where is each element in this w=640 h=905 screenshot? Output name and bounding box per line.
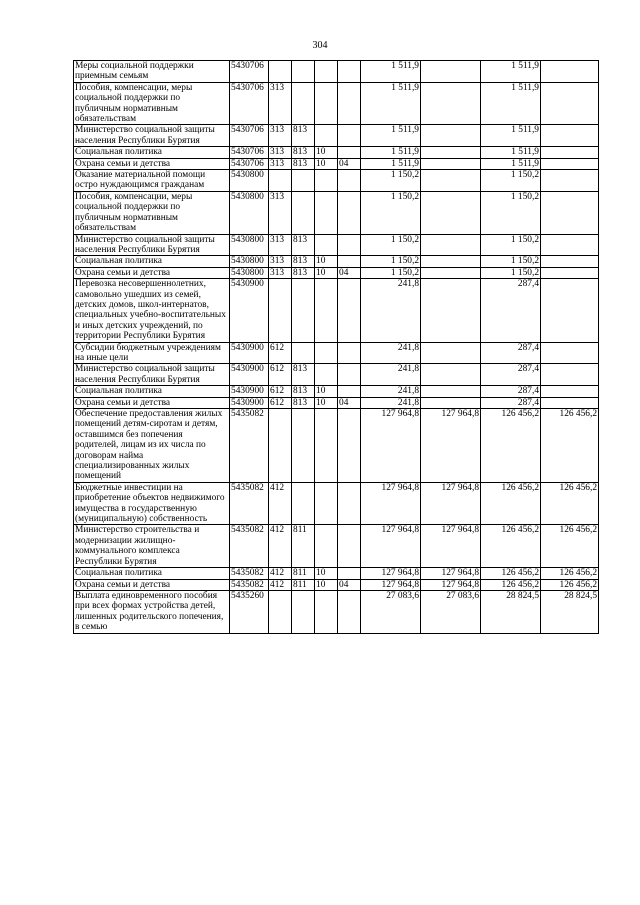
table-row [74,234,599,256]
row-section [315,364,338,386]
row-name: Пособия, компенсации, меры социальной поддержки по публичным нормативным обязательствам [74,191,230,234]
row-amount-2 [421,61,481,83]
budget-table [73,60,599,634]
row-amount-1: 127 964,8 [361,409,421,483]
row-target-code: 5435082 [230,525,269,568]
table-row [74,158,599,169]
row-amount-4 [541,397,599,408]
row-target-code: 5430900 [230,364,269,386]
row-name: Пособия, компенсации, меры социальной поддержки по публичным нормативным обязательствам [74,82,230,125]
row-subsection [338,568,361,579]
row-expense-type: 313 [269,234,292,256]
row-amount-3: 1 511,9 [481,147,541,158]
row-expense-type: 313 [269,125,292,147]
row-amount-2 [421,158,481,169]
row-amount-3: 28 824,5 [481,590,541,633]
row-amount-1: 1 150,2 [361,256,421,267]
row-target-code: 5430900 [230,342,269,364]
row-target-code: 5430800 [230,234,269,256]
row-amount-1: 241,8 [361,386,421,397]
row-ministry-code: 813 [292,158,315,169]
row-expense-type [269,279,292,342]
row-target-code: 5430900 [230,397,269,408]
table-row [74,364,599,386]
row-subsection [338,191,361,234]
row-expense-type [269,409,292,483]
row-amount-4 [541,364,599,386]
row-amount-3: 126 456,2 [481,482,541,525]
row-subsection [338,234,361,256]
table-row [74,170,599,192]
row-ministry-code [292,342,315,364]
row-name: Министерство социальной защиты населения Республики Бурятия [74,125,230,147]
row-amount-4 [541,267,599,278]
row-amount-3: 287,4 [481,397,541,408]
row-ministry-code: 813 [292,125,315,147]
row-amount-3: 1 511,9 [481,82,541,125]
row-amount-1: 241,8 [361,279,421,342]
row-subsection [338,279,361,342]
row-amount-4: 126 456,2 [541,525,599,568]
row-subsection [338,147,361,158]
row-section [315,82,338,125]
row-amount-4 [541,279,599,342]
table-row [74,590,599,633]
row-amount-2 [421,397,481,408]
row-amount-3: 287,4 [481,279,541,342]
row-expense-type: 612 [269,342,292,364]
row-amount-3: 126 456,2 [481,525,541,568]
row-amount-1: 1 150,2 [361,267,421,278]
row-amount-1: 241,8 [361,364,421,386]
row-amount-2: 27 083,6 [421,590,481,633]
row-amount-1: 1 511,9 [361,61,421,83]
row-subsection [338,82,361,125]
table-row [74,525,599,568]
row-ministry-code: 813 [292,386,315,397]
row-amount-4 [541,170,599,192]
row-name: Охрана семьи и детства [74,579,230,590]
row-amount-3: 1 150,2 [481,267,541,278]
table-row [74,409,599,483]
row-amount-2 [421,279,481,342]
row-amount-1: 1 150,2 [361,234,421,256]
row-expense-type: 412 [269,482,292,525]
row-target-code: 5435082 [230,568,269,579]
row-amount-4 [541,147,599,158]
row-subsection [338,256,361,267]
row-name: Министерство социальной защиты населения Республики Бурятия [74,364,230,386]
row-amount-3: 126 456,2 [481,568,541,579]
row-target-code: 5430800 [230,191,269,234]
row-section [315,234,338,256]
row-name: Социальная политика [74,568,230,579]
row-ministry-code: 811 [292,525,315,568]
row-target-code: 5430706 [230,82,269,125]
table-row [74,125,599,147]
row-amount-2 [421,364,481,386]
table-row [74,397,599,408]
row-amount-1: 127 964,8 [361,482,421,525]
row-ministry-code: 813 [292,267,315,278]
row-target-code: 5435260 [230,590,269,633]
row-section: 10 [315,267,338,278]
row-name: Обеспечение предоставления жилых помещений детям-сиротам и детям, оставшимся без попечения родителей, лицам из их числа по договорам найма специализированных жилых помещений [74,409,230,483]
row-target-code: 5430706 [230,147,269,158]
row-ministry-code [292,279,315,342]
row-amount-1: 1 150,2 [361,170,421,192]
row-amount-3: 126 456,2 [481,579,541,590]
row-amount-1: 127 964,8 [361,579,421,590]
row-subsection [338,364,361,386]
row-expense-type [269,170,292,192]
row-amount-4 [541,342,599,364]
row-expense-type: 612 [269,386,292,397]
row-expense-type: 612 [269,397,292,408]
row-expense-type: 313 [269,191,292,234]
row-amount-3: 1 150,2 [481,256,541,267]
row-amount-4 [541,82,599,125]
row-ministry-code [292,82,315,125]
row-expense-type: 313 [269,267,292,278]
row-amount-4: 126 456,2 [541,482,599,525]
row-section: 10 [315,568,338,579]
row-target-code: 5435082 [230,409,269,483]
row-subsection: 04 [338,579,361,590]
row-ministry-code: 813 [292,147,315,158]
table-row [74,279,599,342]
row-target-code: 5430800 [230,267,269,278]
row-name: Бюджетные инвестиции на приобретение объектов недвижимого имущества в государственную (муниципальную) собственность [74,482,230,525]
row-amount-2 [421,170,481,192]
row-target-code: 5430706 [230,61,269,83]
row-amount-4: 126 456,2 [541,409,599,483]
row-amount-4: 126 456,2 [541,579,599,590]
row-subsection [338,409,361,483]
row-name: Охрана семьи и детства [74,397,230,408]
row-section [315,61,338,83]
page-number: 304 [312,40,328,51]
row-amount-1: 241,8 [361,342,421,364]
row-amount-2: 127 964,8 [421,482,481,525]
row-ministry-code: 811 [292,568,315,579]
row-amount-3: 287,4 [481,386,541,397]
row-amount-3: 1 150,2 [481,170,541,192]
row-amount-3: 1 511,9 [481,158,541,169]
row-amount-2 [421,82,481,125]
row-amount-3: 287,4 [481,342,541,364]
row-amount-4 [541,191,599,234]
row-ministry-code [292,170,315,192]
row-amount-1: 1 511,9 [361,125,421,147]
row-expense-type: 412 [269,568,292,579]
row-ministry-code: 813 [292,256,315,267]
row-name: Охрана семьи и детства [74,267,230,278]
row-subsection [338,125,361,147]
row-amount-3: 1 511,9 [481,61,541,83]
row-amount-2 [421,256,481,267]
row-expense-type: 412 [269,525,292,568]
row-ministry-code [292,61,315,83]
row-ministry-code [292,409,315,483]
row-amount-1: 127 964,8 [361,568,421,579]
row-name: Социальная политика [74,147,230,158]
row-ministry-code [292,482,315,525]
table-row [74,568,599,579]
row-amount-4 [541,61,599,83]
row-name: Охрана семьи и детства [74,158,230,169]
row-amount-1: 1 150,2 [361,191,421,234]
row-name: Субсидии бюджетным учреждениям на иные цели [74,342,230,364]
row-amount-2: 127 964,8 [421,579,481,590]
row-expense-type: 313 [269,147,292,158]
row-target-code: 5430800 [230,170,269,192]
row-name: Выплата единовременного пособия при всех формах устройства детей, лишенных родительского попечения, в семью [74,590,230,633]
table-row [74,579,599,590]
row-target-code: 5430900 [230,386,269,397]
row-target-code: 5430900 [230,279,269,342]
row-expense-type: 313 [269,256,292,267]
row-ministry-code: 813 [292,364,315,386]
table-row [74,82,599,125]
row-subsection [338,386,361,397]
row-section [315,590,338,633]
row-expense-type: 313 [269,82,292,125]
row-amount-1: 127 964,8 [361,525,421,568]
row-expense-type [269,590,292,633]
table-row [74,267,599,278]
row-amount-1: 27 083,6 [361,590,421,633]
row-section: 10 [315,158,338,169]
row-amount-3: 287,4 [481,364,541,386]
row-subsection: 04 [338,267,361,278]
row-amount-2 [421,147,481,158]
row-amount-3: 1 150,2 [481,191,541,234]
table-row [74,482,599,525]
row-expense-type: 313 [269,158,292,169]
row-amount-4 [541,234,599,256]
row-section [315,409,338,483]
row-subsection [338,525,361,568]
row-target-code: 5435082 [230,579,269,590]
row-amount-1: 1 511,9 [361,82,421,125]
row-target-code: 5430800 [230,256,269,267]
row-subsection [338,342,361,364]
row-section [315,482,338,525]
row-amount-3: 126 456,2 [481,409,541,483]
row-name: Социальная политика [74,256,230,267]
row-subsection [338,170,361,192]
row-target-code: 5430706 [230,158,269,169]
table-body [74,61,599,634]
row-name: Оказание материальной помощи остро нуждающимся гражданам [74,170,230,192]
table-row [74,256,599,267]
row-section [315,191,338,234]
row-ministry-code: 811 [292,579,315,590]
row-amount-2 [421,125,481,147]
row-amount-1: 1 511,9 [361,158,421,169]
row-section: 10 [315,147,338,158]
row-ministry-code [292,590,315,633]
row-amount-2 [421,234,481,256]
row-amount-2 [421,342,481,364]
row-amount-2: 127 964,8 [421,568,481,579]
row-amount-4 [541,256,599,267]
row-amount-4 [541,386,599,397]
row-section [315,525,338,568]
row-section: 10 [315,397,338,408]
row-expense-type: 612 [269,364,292,386]
row-amount-4 [541,158,599,169]
row-section: 10 [315,256,338,267]
row-amount-2 [421,267,481,278]
row-name: Меры социальной поддержки приемным семьям [74,61,230,83]
table-row [74,342,599,364]
row-subsection [338,61,361,83]
row-name: Министерство социальной защиты населения Республики Бурятия [74,234,230,256]
row-section: 10 [315,386,338,397]
table-row [74,386,599,397]
row-section [315,342,338,364]
row-section: 10 [315,579,338,590]
row-ministry-code: 813 [292,234,315,256]
row-amount-3: 1 511,9 [481,125,541,147]
row-expense-type [269,61,292,83]
table-row [74,191,599,234]
row-amount-2 [421,191,481,234]
row-target-code: 5435082 [230,482,269,525]
row-amount-2: 127 964,8 [421,525,481,568]
row-amount-3: 1 150,2 [481,234,541,256]
row-amount-2 [421,386,481,397]
row-section [315,170,338,192]
row-section [315,279,338,342]
row-name: Перевозка несовершеннолетних, самовольно ушедших из семей, детских домов, школ-интернатов, специальных учебно-воспитательных и иных детских учреждений, по территории Республики Бурятия [74,279,230,342]
row-amount-4 [541,125,599,147]
row-amount-1: 241,8 [361,397,421,408]
row-section [315,125,338,147]
row-subsection: 04 [338,397,361,408]
row-amount-2: 127 964,8 [421,409,481,483]
row-name: Социальная политика [74,386,230,397]
row-subsection [338,590,361,633]
row-amount-4: 126 456,2 [541,568,599,579]
row-subsection: 04 [338,158,361,169]
row-subsection [338,482,361,525]
table-row [74,61,599,83]
row-amount-4: 28 824,5 [541,590,599,633]
row-target-code: 5430706 [230,125,269,147]
row-ministry-code [292,191,315,234]
row-ministry-code: 813 [292,397,315,408]
row-name: Министерство строительства и модернизации жилищно-коммунального комплекса Республики Бурятия [74,525,230,568]
table-row [74,147,599,158]
row-expense-type: 412 [269,579,292,590]
row-amount-1: 1 511,9 [361,147,421,158]
